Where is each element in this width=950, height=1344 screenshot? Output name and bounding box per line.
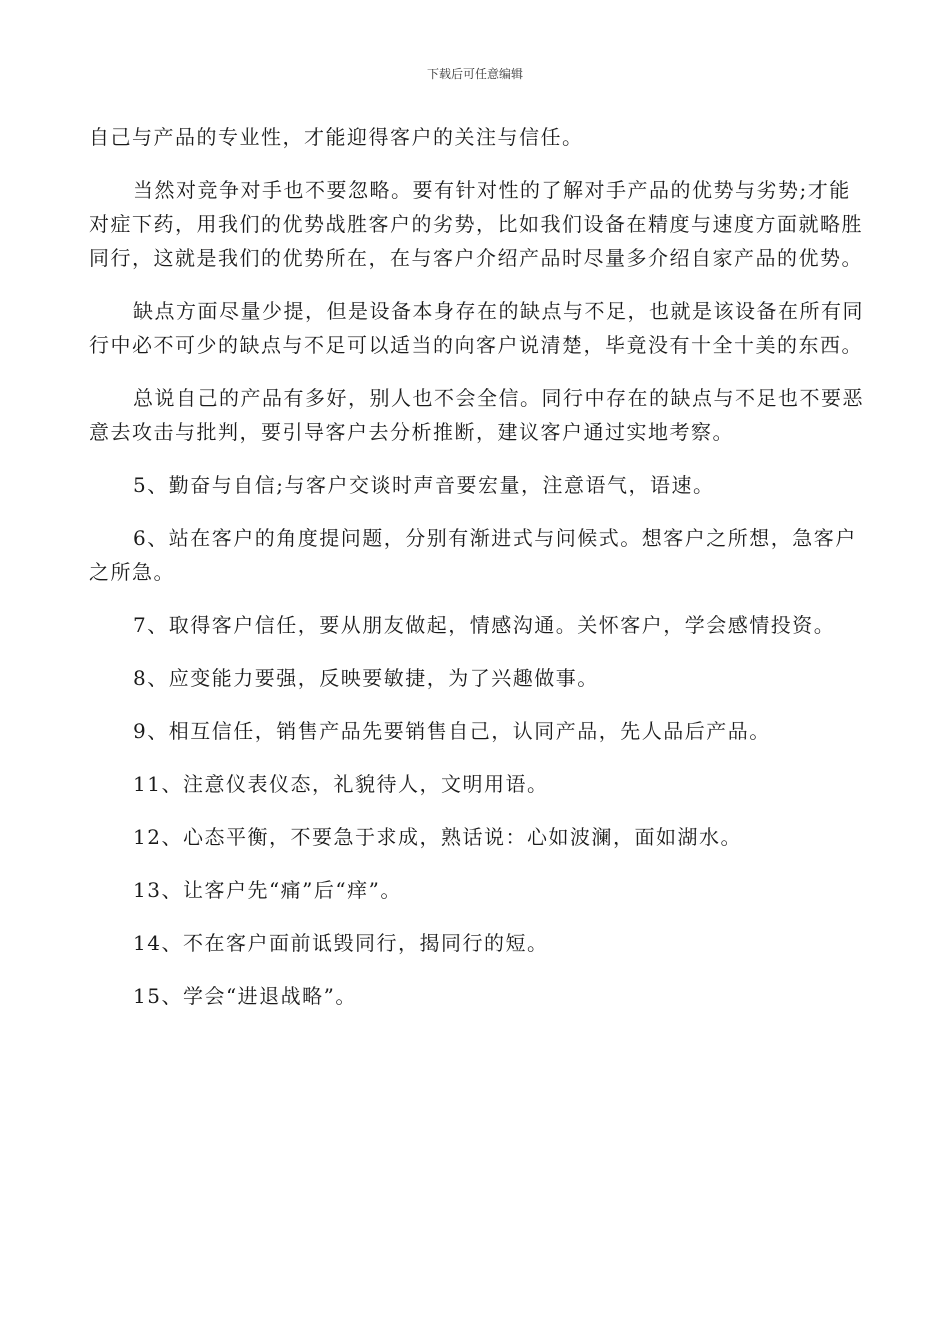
list-item-9: 9、相互信任，销售产品先要销售自己，认同产品，先人品后产品。 [133,719,771,743]
list-item-13: 13、让客户先“痛”后“痒”。 [133,878,402,902]
paragraph-1: 自己与产品的专业性，才能迎得客户的关注与信任。 [89,125,584,149]
list-item-7: 7、取得客户信任，要从朋友做起，情感沟通。关怀客户，学会感情投资。 [133,613,836,637]
list-item-5: 5、勤奋与自信;与客户交谈时声音要宏量，注意语气，语速。 [133,473,715,497]
list-item-8: 8、应变能力要强，反映要敏捷，为了兴趣做事。 [133,666,599,690]
paragraph-4: 总说自己的产品有多好，别人也不会全信。同行中存在的缺点与不足也不要恶意去攻击与批判，要引导客户去分析推断，建议客户通过实地考察。 [89,386,864,444]
list-item-15: 15、学会“进退战略”。 [133,984,357,1008]
list-item-6: 6、站在客户的角度提问题，分别有渐进式与问候式。想客户之所想，急客户之所急。 [89,526,857,584]
document-body [89,120,864,1032]
list-item-11: 11、注意仪表仪态，礼貌待人，文明用语。 [133,772,549,796]
page-header: 下载后可任意编辑 [426,67,523,81]
list-item-14: 14、不在客户面前诋毁同行，揭同行的短。 [133,931,549,955]
paragraph-2: 当然对竞争对手也不要忽略。要有针对性的了解对手产品的优势与劣势;才能对症下药，用我们的优势战胜客户的劣势，比如我们设备在精度与速度方面就略胜同行，这就是我们的优势所在，在与客户介绍产品时尽量多介绍自家产品的优势。 [89,178,863,270]
list-item-12: 12、心态平衡，不要急于求成，熟话说：心如波澜，面如湖水。 [133,825,742,849]
paragraph-3: 缺点方面尽量少提，但是设备本身存在的缺点与不足，也就是该设备在所有同行中必不可少的缺点与不足可以适当的向客户说清楚，毕竟没有十全十美的东西。 [89,299,864,357]
